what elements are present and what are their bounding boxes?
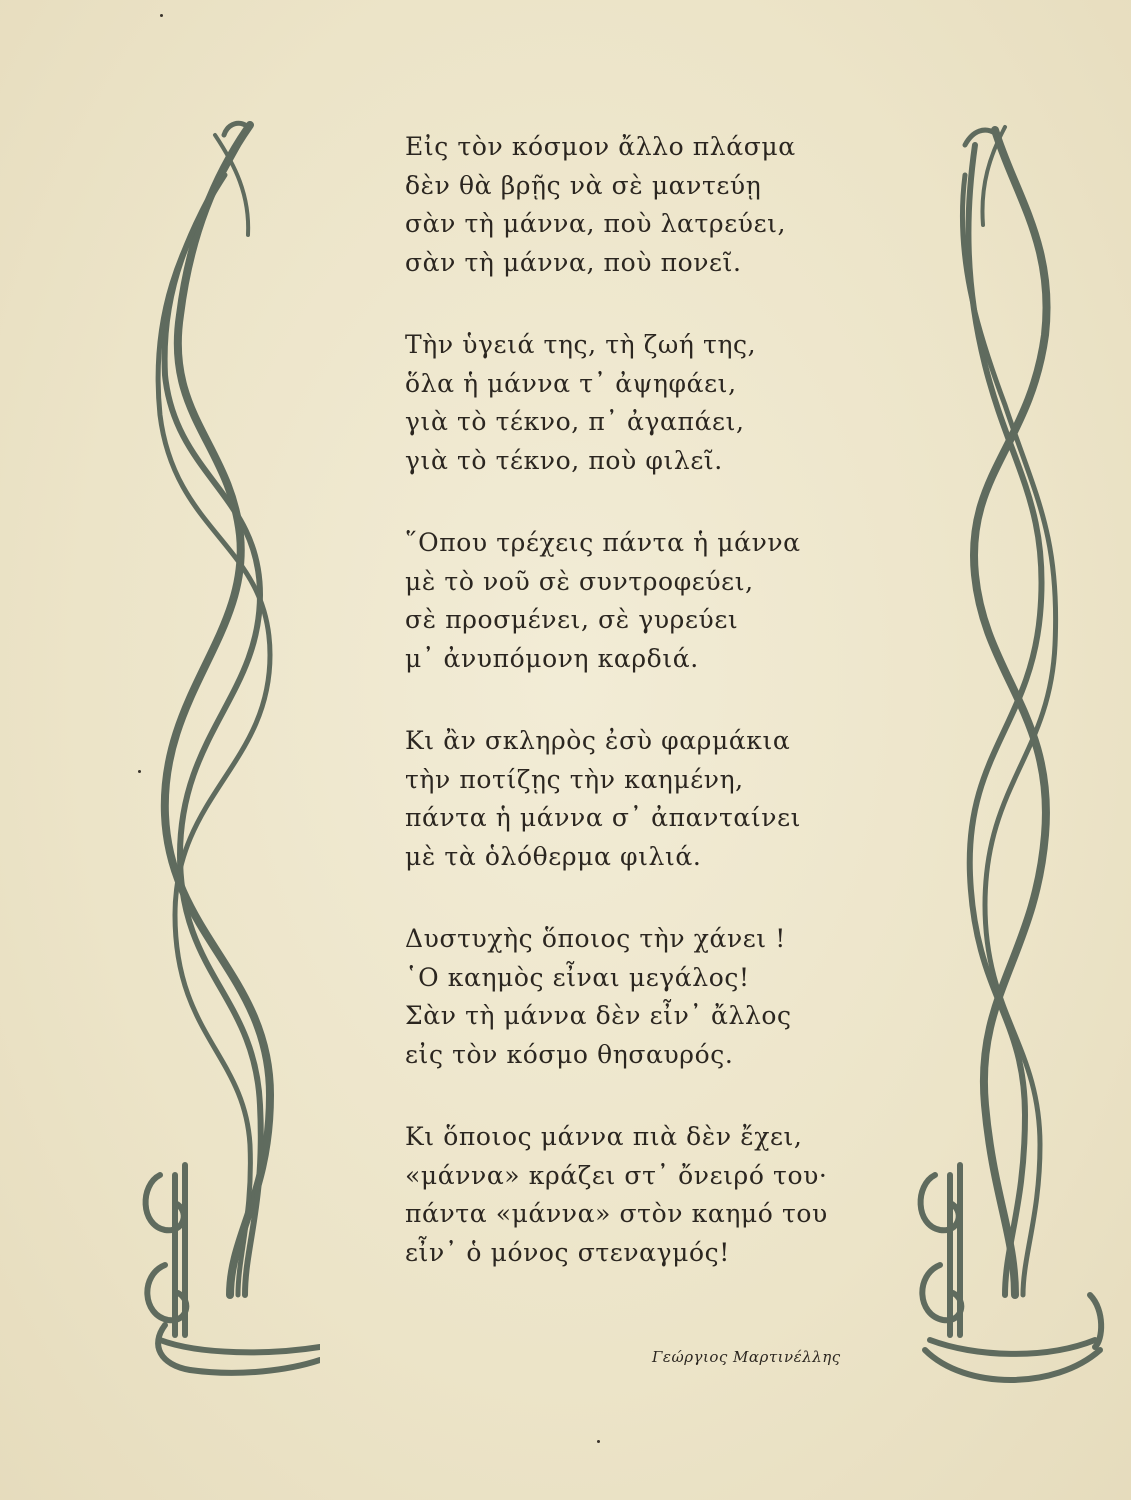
- poem-line: Κι ὅποιος μάννα πιὰ δὲν ἔχει,: [405, 1122, 803, 1151]
- poem-line: δὲν θὰ βρῇς νὰ σὲ μαντεύῃ: [405, 170, 762, 200]
- stanza-5: [405, 920, 885, 1074]
- poem-line: Σὰν τὴ μάννα δὲν εἶν᾿ ἄλλος: [405, 1001, 792, 1030]
- poem-line: εἰς τὸν κόσμο θησαυρός.: [405, 1039, 734, 1069]
- poem-line: μὲ τὰ ὁλόθερμα φιλιά.: [405, 841, 702, 871]
- stanza-1: [405, 128, 885, 282]
- right-ribbon-ornament-icon: [905, 115, 1105, 1415]
- poem-line: τὴν ποτίζῃς τὴν καημένη,: [405, 764, 744, 794]
- poem-line: Κι ἂν σκληρὸς ἐσὺ φαρμάκια: [405, 726, 791, 755]
- author-signature: Γεώργιος Μαρτινέλλης: [652, 1348, 841, 1366]
- poem-line: πάντα ἡ μάννα σ᾿ ἀπανταίνει: [405, 803, 802, 832]
- poem-line: γιὰ τὸ τέκνο, ποὺ φιλεῖ.: [405, 445, 723, 475]
- poem-line: γιὰ τὸ τέκνο, π᾿ ἀγαπάει,: [405, 407, 745, 436]
- stanza-2: [405, 326, 885, 480]
- poem-line: μ᾿ ἀνυπόμονη καρδιά.: [405, 643, 699, 673]
- poem-line: σὰν τὴ μάννα, ποὺ πονεῖ.: [405, 247, 742, 277]
- poem-line: ὅλα ἡ μάννα τ᾿ ἀψηφάει,: [405, 368, 737, 398]
- poem-line: Τὴν ὑγειά της, τὴ ζωή της,: [405, 330, 757, 359]
- poem-line: ῾Ο καημὸς εἶναι μεγάλος!: [405, 962, 750, 992]
- poem-line: Δυστυχὴς ὅποιος τὴν χάνει !: [405, 924, 786, 953]
- poem-line: Εἰς τὸν κόσμον ἄλλο πλάσμα: [405, 132, 796, 161]
- poem: [405, 128, 885, 1316]
- stanza-4: [405, 722, 885, 876]
- poem-line: σὲ προσμένει, σὲ γυρεύει: [405, 605, 739, 634]
- stanza-6: [405, 1118, 885, 1272]
- paper-speck: [160, 14, 163, 17]
- poem-line: σὰν τὴ μάννα, ποὺ λατρεύει,: [405, 209, 787, 238]
- poem-line: εἶν᾿ ὁ μόνος στεναγμός!: [405, 1237, 730, 1267]
- poem-line: μὲ τὸ νοῦ σὲ συντροφεύει,: [405, 566, 754, 596]
- poem-line: «μάννα» κράζει στ᾿ ὄνειρό του·: [405, 1160, 828, 1190]
- poem-line: πάντα «μάννα» στὸν καημό του: [405, 1199, 828, 1228]
- stanza-3: [405, 524, 885, 678]
- left-ribbon-ornament-icon: [120, 115, 320, 1415]
- poem-line: ῞Οπου τρέχεις πάντα ἡ μάννα: [405, 528, 801, 557]
- paper-speck: [597, 1440, 600, 1443]
